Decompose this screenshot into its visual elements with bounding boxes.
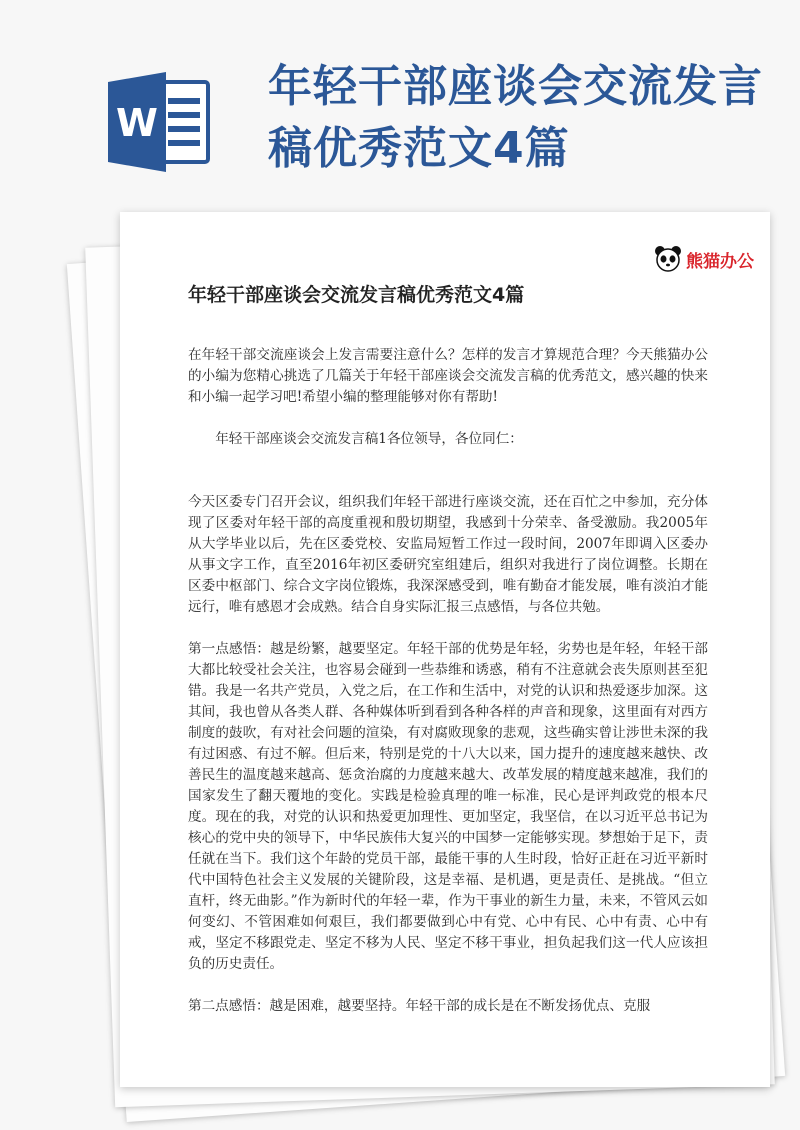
salutation: 年轻干部座谈会交流发言稿1各位领导，各位同仁：: [215, 431, 523, 447]
body-paragraph: 第二点感悟：越是困难，越要坚持。年轻干部的成长是在不断发扬优点、克服: [188, 998, 651, 1014]
word-icon: [108, 72, 212, 172]
document-page: [120, 212, 770, 1087]
banner-title: 年轻干部座谈会交流发言稿优秀范文4篇: [268, 61, 763, 174]
brand-logo: [654, 244, 754, 274]
body-paragraph: 第一点感悟：越是纷繁，越要坚定。年轻干部的优势是年轻，劣势也是年轻，年轻干部大都比较受社会关注，也容易会碰到一些恭维和诱惑，稍有不注意就会丧失原则甚至犯错。我是一名共产党员，入党之后，在工作和生活中，对党的认识和热爱逐步加深。这其间，我也曾从各类人群、各种媒体听到看到各种各样的声音和现象，这里面有对西方制度的鼓吹，有对社会问题的渲染，有对腐败现象的悲观，这些确实曾让涉世未深的我有过困惑、有过不解。但后来，特别是党的十八大以来，国力提升的速度越来越快、改善民生的温度越来越高、惩贪治腐的力度越来越大、改革发展的精度越来越准，我们的国家发生了翻天覆地的变化。实践是检验真理的唯一标准，民心是评判政党的根本尺度。现在的我，对党的认识和热爱更加理性、更加坚定，我坚信，在以习近平总书记为核心的党中央的领导下，中华民族伟大复兴的中国梦一定能够实现。梦想始于足下，责任就在当下。我们这个年龄的党员干部，最能干事的人生时段，恰好正赶在习近平新时代中国特色社会主义发展的关键阶段，这是幸福、是机遇，更是责任、是挑战。“但立直杆，终无曲影。”作为新时代的年轻一辈，作为干事业的新生力量，未来，不管风云如何变幻、不管困难如何艰巨，我们都要做到心中有党、心中有民、心中有责、心中有戒，坚定不移跟党走、坚定不移为人民、坚定不移干事业，担负起我们这一代人应该担负的历史责任。: [188, 641, 708, 972]
word-icon-letter: W: [116, 101, 158, 145]
brand-label: 熊猫办公: [686, 251, 754, 272]
body-paragraph: 今天区委专门召开会议，组织我们年轻干部进行座谈交流，还在百忙之中参加，充分体现了区委对年轻干部的高度重视和殷切期望，我感到十分荣幸、备受激励。我2005年从大学毕业以后，先在区委党校、安监局短暂工作过一段时间，2007年即调入区委办从事文字工作，直至2016年初区委研究室组建后，组织对我进行了岗位调整。长期在区委中枢部门、综合文字岗位锻炼，我深深感受到，唯有勤奋才能发展，唯有淡泊才能远行，唯有感恩才会成熟。结合自身实际汇报三点感悟，与各位共勉。: [188, 494, 708, 615]
document-body: [188, 345, 708, 1038]
panda-icon: [654, 245, 682, 273]
intro-paragraph: 在年轻干部交流座谈会上发言需要注意什么？怎样的发言才算规范合理？今天熊猫办公的小编为您精心挑选了几篇关于年轻干部座谈会交流发言稿的优秀范文，感兴趣的快来和小编一起学习吧!希望小编的整理能够对你有帮助!: [188, 347, 708, 405]
document-title: 年轻干部座谈会交流发言稿优秀范文4篇: [188, 284, 525, 306]
